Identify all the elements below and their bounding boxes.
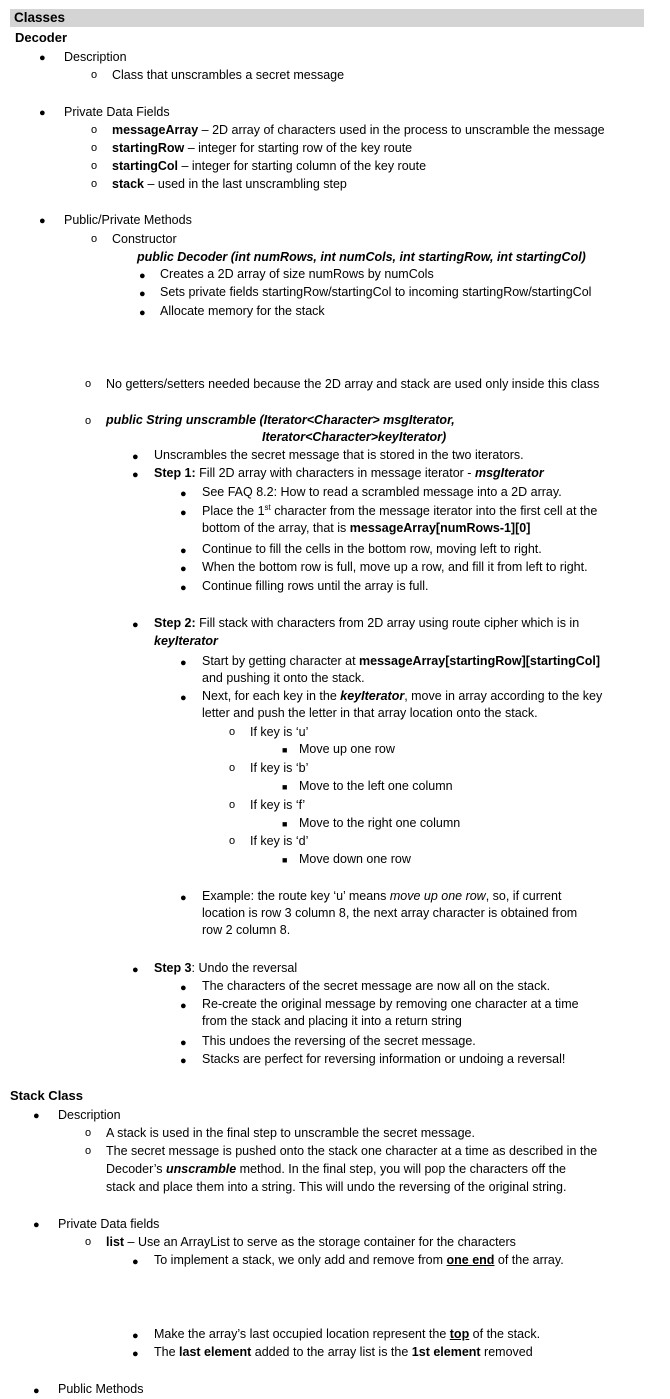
bullet-icon: ● [180,507,187,519]
step3-undoes: This undoes the reversing of the secret message. [202,1034,476,1048]
square-bullet-icon: ■ [282,855,288,865]
bullet-icon: ● [139,288,146,300]
stack-class-heading: Stack Class [10,1088,83,1103]
circle-bullet-icon: o [229,726,236,738]
step3-chars: The characters of the secret message are now all on the stack. [202,979,551,993]
decoder-methods-label: Public/Private Methods [64,213,192,227]
step2-heading: Step 2: Fill stack with characters from 2D array using route cipher which is in [154,616,580,630]
step1-continue: Continue to fill the cells in the bottom row, moving left to right. [202,542,542,556]
stack-methods-label: Public Methods [58,1382,144,1396]
step1-until: Continue filling rows until the array is full. [202,579,429,593]
bullet-icon: ● [132,619,139,631]
bullet-icon: ● [180,1055,187,1067]
circle-bullet-icon: o [85,415,92,427]
circle-bullet-icon: o [91,233,98,245]
step3-recreate: Re-create the original message by removing one character at a time [202,997,579,1011]
bullet-icon: ● [180,982,187,994]
square-bullet-icon: ■ [282,819,288,829]
example-line1: Example: the route key ‘u’ means move up one row, so, if current [202,889,562,903]
bullet-icon: ● [33,1219,40,1231]
circle-bullet-icon: o [91,124,98,136]
circle-bullet-icon: o [229,835,236,847]
step1-place: Place the 1st character from the message iterator into the first cell at the [202,502,598,518]
decoder-heading: Decoder [15,30,68,45]
bullet-icon: ● [132,964,139,976]
stack-description-label: Description [58,1108,121,1122]
step1-faq: See FAQ 8.2: How to read a scrambled message into a 2D array. [202,485,562,499]
bullet-icon: ● [33,1385,40,1397]
bullet-icon: ● [180,892,187,904]
key-action: Move up one row [299,742,395,756]
circle-bullet-icon: o [85,378,92,390]
unscramble-description: Unscrambles the secret message that is stored in the two iterators. [154,448,524,462]
field-message-array: messageArray – 2D array of characters used in the process to unscramble the message [112,123,605,137]
circle-bullet-icon: o [85,1127,92,1139]
decoder-description: Class that unscrambles a secret message [112,68,345,82]
key-condition: If key is ‘f’ [250,798,306,812]
key-condition: If key is ‘d’ [250,834,309,848]
key-condition: If key is ‘b’ [250,761,309,775]
decoder-description-label: Description [64,50,127,64]
bullet-icon: ● [132,1330,139,1342]
step2-start-cont: and pushing it onto the stack. [202,671,365,685]
bullet-icon: ● [39,107,46,119]
circle-bullet-icon: o [229,762,236,774]
circle-bullet-icon: o [229,799,236,811]
bullet-icon: ● [132,469,139,481]
step3-heading: Step 3: Undo the reversal [154,961,298,975]
constructor-item: Allocate memory for the stack [160,304,325,318]
circle-bullet-icon: o [91,142,98,154]
bullet-icon: ● [180,1037,187,1049]
stack-fields-label: Private Data fields [58,1217,160,1231]
stack-top: Make the array’s last occupied location represent the top of the stack. [154,1327,541,1341]
bullet-icon: ● [180,692,187,704]
constructor-item: Sets private fields startingRow/startingCol to incoming startingRow/startingCol [160,285,592,299]
constructor-signature: public Decoder (int numRows, int numCols, int startingRow, int startingCol) [137,250,586,264]
step1-heading: Step 1: Fill 2D array with characters in message iterator - msgIterator [154,466,544,480]
bullet-icon: ● [180,657,187,669]
step1-when: When the bottom row is full, move up a row, and fill it from left to right. [202,560,588,574]
key-action: Move to the right one column [299,816,461,830]
bullet-icon: ● [139,307,146,319]
stack-impl: To implement a stack, we only add and remove from one end of the array. [154,1253,564,1267]
bullet-icon: ● [180,582,187,594]
example-line3: row 2 column 8. [202,923,291,937]
bullet-icon: ● [132,1348,139,1360]
stack-desc-1: A stack is used in the final step to unscramble the secret message. [106,1126,475,1140]
step3-perfect: Stacks are perfect for reversing information or undoing a reversal! [202,1052,566,1066]
bullet-icon: ● [39,52,46,64]
circle-bullet-icon: o [85,1236,92,1248]
constructor-item: Creates a 2D array of size numRows by numCols [160,267,434,281]
bullet-icon: ● [139,270,146,282]
field-stack: stack – used in the last unscrambling step [112,177,347,191]
step2-next-cont: letter and push the letter in that array location onto the stack. [202,706,538,720]
bullet-icon: ● [180,488,187,500]
stack-desc-2-cont: Decoder’s unscramble method. In the final step, you will pop the characters off the [106,1162,566,1176]
unscramble-signature-line2: Iterator<Character>keyIterator) [262,430,447,444]
stack-field-list: list – Use an ArrayList to serve as the storage container for the characters [106,1235,516,1249]
key-action: Move to the left one column [299,779,453,793]
decoder-fields-label: Private Data Fields [64,105,170,119]
step1-place-cont: bottom of the array, that is messageArray[numRows-1][0] [202,521,531,535]
step2-next: Next, for each key in the keyIterator, move in array according to the key [202,689,603,703]
example-line2: location is row 3 column 8, the next array character is obtained from [202,906,578,920]
bullet-icon: ● [132,451,139,463]
classes-heading: Classes [14,10,66,25]
field-starting-row: startingRow – integer for starting row of the key route [112,141,413,155]
circle-bullet-icon: o [91,178,98,190]
classes-header-bar [10,9,644,27]
bullet-icon: ● [39,215,46,227]
stack-desc-2-end: stack and place them into a string. This will undo the reversing of the original string. [106,1180,567,1194]
stack-desc-2: The secret message is pushed onto the stack one character at a time as described in the [106,1144,598,1158]
constructor-label: Constructor [112,232,177,246]
step2-start: Start by getting character at messageArray[startingRow][startingCol] [202,654,601,668]
field-starting-col: startingCol – integer for starting column of the key route [112,159,427,173]
no-getters-note: No getters/setters needed because the 2D array and stack are used only inside this class [106,377,600,391]
bullet-icon: ● [180,545,187,557]
bullet-icon: ● [180,1000,187,1012]
square-bullet-icon: ■ [282,782,288,792]
key-action: Move down one row [299,852,411,866]
stack-last-element: The last element added to the array list is the 1st element removed [154,1345,533,1359]
circle-bullet-icon: o [91,160,98,172]
bullet-icon: ● [180,563,187,575]
circle-bullet-icon: o [85,1145,92,1157]
circle-bullet-icon: o [91,69,98,81]
step2-iterator: keyIterator [154,634,218,648]
bullet-icon: ● [132,1256,139,1268]
key-condition: If key is ‘u’ [250,725,309,739]
bullet-icon: ● [33,1110,40,1122]
unscramble-signature-line1: public String unscramble (Iterator<Character> msgIterator, [106,413,455,427]
step3-recreate-cont: from the stack and placing it into a return string [202,1014,462,1028]
square-bullet-icon: ■ [282,745,288,755]
